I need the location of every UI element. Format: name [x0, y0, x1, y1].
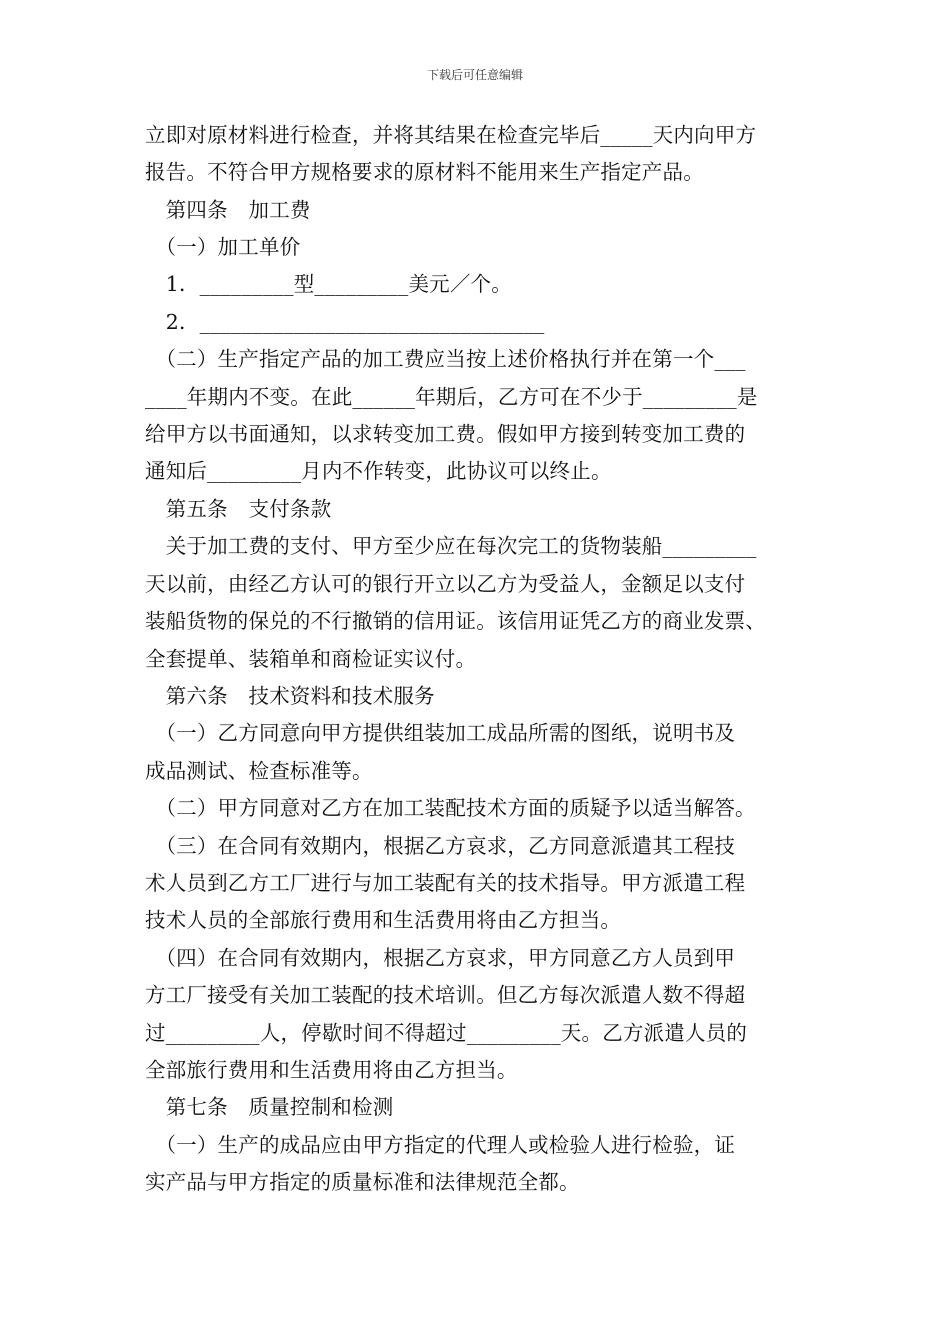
text-line: （一）加工单价: [145, 235, 301, 259]
text-line: 术人员到乙方工厂进行与加工装配有关的技术指导。甲方派遣工程: [145, 871, 746, 895]
text-line: 技术人员的全部旅行费用和生活费用将由乙方担当。: [145, 908, 622, 932]
article-heading: 第五条 支付条款: [145, 497, 332, 521]
text-line: 1．_________型_________美元／个。: [145, 272, 512, 296]
text-line: 报告。不符合甲方规格要求的原材料不能用来生产指定产品。: [145, 160, 704, 184]
text-line: （一）生产的成品应由甲方指定的代理人或检验人进行检验，证: [145, 1133, 736, 1157]
text-line: （二）生产指定产品的加工费应当按上述价格执行并在第一个___: [145, 347, 746, 371]
text-line: 成品测试、检查标准等。: [145, 759, 373, 783]
text-line: 方工厂接受有关加工装配的技术培训。但乙方每次派遣人数不得超: [145, 983, 746, 1007]
article-heading: 第六条 技术资料和技术服务: [145, 684, 435, 708]
page-header: 下载后可任意编辑: [426, 68, 523, 82]
text-line: ____年期内不变。在此______年期后，乙方可在不少于_________是: [145, 385, 758, 409]
text-line: 关于加工费的支付、甲方至少应在每次完工的货物装船_________: [145, 534, 757, 558]
article-heading: 第四条 加工费: [145, 198, 311, 222]
text-line: （四）在合同有效期内，根据乙方哀求，甲方同意乙方人员到甲: [145, 946, 736, 970]
text-line: 2．_________________________________: [145, 310, 545, 334]
text-line: 给甲方以书面通知，以求转变加工费。假如甲方接到转变加工费的: [145, 422, 746, 446]
text-line: 全部旅行费用和生活费用将由乙方担当。: [145, 1058, 518, 1082]
text-line: 立即对原材料进行检查，并将其结果在检查完毕后_____天内向甲方: [145, 123, 757, 147]
text-line: （二）甲方同意对乙方在加工装配技术方面的质疑予以适当解答。: [145, 796, 756, 820]
text-line: 通知后_________月内不作转变，此协议可以终止。: [145, 459, 612, 483]
text-line: （三）在合同有效期内，根据乙方哀求，乙方同意派遣其工程技: [145, 834, 736, 858]
text-line: 天以前，由经乙方认可的银行开立以乙方为受益人，金额足以支付: [145, 572, 746, 596]
text-line: （一）乙方同意向甲方提供组装加工成品所需的图纸，说明书及: [145, 721, 736, 745]
text-line: 实产品与甲方指定的质量标准和法律规范全都。: [145, 1170, 580, 1194]
text-line: 全套提单、装箱单和商检证实议付。: [145, 647, 477, 671]
article-heading: 第七条 质量控制和检测: [145, 1095, 394, 1119]
text-line: 过_________人，停歇时间不得超过_________天。乙方派遣人员的: [145, 1021, 748, 1045]
text-line: 装船货物的保兑的不行撤销的信用证。该信用证凭乙方的商业发票、: [145, 609, 766, 633]
